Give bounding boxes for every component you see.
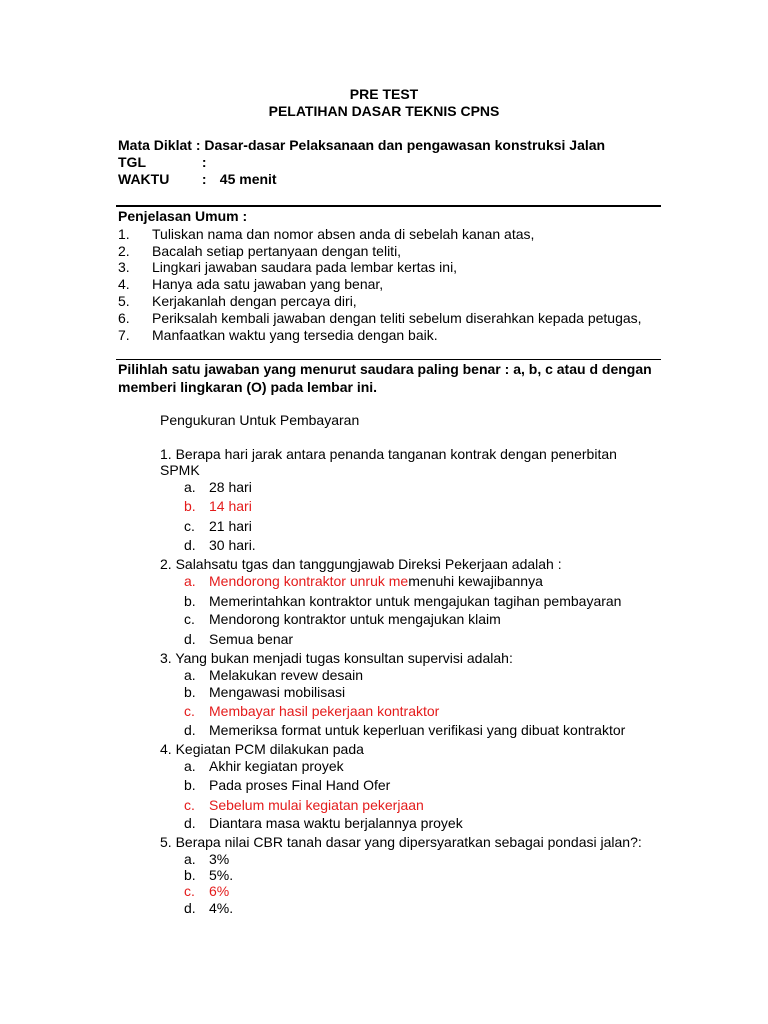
penjelasan-item: Manfaatkan waktu yang tersedia dengan baik.	[152, 327, 438, 343]
option-letter: c.	[184, 611, 195, 627]
option-text: Melakukan revew desain	[209, 667, 364, 683]
option-text: 28 hari	[209, 479, 252, 495]
penjelasan-item: Bacalah setiap pertanyaan dengan teliti,	[152, 243, 402, 259]
option-text: Diantara masa waktu berjalannya proyek	[209, 815, 463, 831]
option-text-red-part: Mendorong kontraktor unruk me	[209, 573, 409, 589]
option-letter: d.	[184, 815, 196, 831]
tgl-label: TGL	[118, 154, 146, 170]
penjelasan-num: 6.	[118, 310, 130, 326]
penjelasan-heading: Penjelasan Umum :	[118, 208, 248, 224]
option-text: 30 hari.	[209, 537, 256, 553]
waktu-value: 45 menit	[219, 171, 277, 187]
penjelasan-num: 7.	[118, 327, 130, 343]
option-letter: a.	[184, 851, 196, 867]
penjelasan-item: Kerjakanlah dengan percaya diri,	[152, 293, 357, 309]
option-text-answer: Membayar hasil pekerjaan kontraktor	[209, 703, 440, 719]
doc-subtitle: PELATIHAN DASAR TEKNIS CPNS	[268, 103, 500, 119]
penjelasan-num: 4.	[118, 276, 130, 292]
option-text: 4%.	[209, 900, 234, 916]
option-letter: a.	[184, 479, 196, 495]
penjelasan-num: 3.	[118, 259, 130, 275]
option-text: 21 hari	[209, 518, 252, 534]
option-letter-answer: b.	[184, 498, 196, 514]
option-text: 5%.	[209, 867, 234, 883]
tgl-colon: :	[201, 154, 207, 170]
option-letter: a.	[184, 667, 196, 683]
section-title: Pengukuran Untuk Pembayaran	[160, 412, 360, 428]
option-letter: d.	[184, 722, 196, 738]
option-text: Pada proses Final Hand Ofer	[209, 777, 391, 793]
option-text: Memerintahkan kontraktor untuk mengajukan tagihan pembayaran	[209, 593, 622, 609]
doc-title: PRE TEST	[349, 86, 419, 102]
penjelasan-item: Periksalah kembali jawaban dengan teliti sebelum diserahkan kepada petugas,	[152, 310, 642, 326]
question-5: 5. Berapa nilai CBR tanah dasar yang dipersyaratkan sebagai pondasi jalan?:	[160, 834, 642, 850]
waktu-row	[118, 171, 277, 187]
question-2: 2. Salahsatu tgas dan tanggungjawab Direksi Pekerjaan adalah :	[160, 556, 562, 572]
question-1: 1. Berapa hari jarak antara penanda tanganan kontrak dengan penerbitan SPMK	[160, 446, 617, 478]
option-text-answer: 6%	[209, 883, 230, 899]
mata-diklat-row	[118, 137, 605, 153]
question-3: 3. Yang bukan menjadi tugas konsultan supervisi adalah:	[160, 650, 513, 666]
option-text: Semua benar	[209, 631, 294, 647]
option-letter-answer: c.	[184, 703, 195, 719]
option-letter-answer: a.	[184, 573, 196, 589]
waktu-colon: :	[201, 171, 207, 187]
option-text: 3%	[209, 851, 230, 867]
option-letter: b.	[184, 684, 196, 700]
option-text-answer: Sebelum mulai kegiatan pekerjaan	[209, 797, 424, 813]
tgl-row	[118, 154, 216, 170]
option-letter: b.	[184, 777, 196, 793]
penjelasan-item: Lingkari jawaban saudara pada lembar kertas ini,	[152, 259, 458, 275]
question-4: 4. Kegiatan PCM dilakukan pada	[160, 741, 364, 757]
penjelasan-item: Hanya ada satu jawaban yang benar,	[152, 276, 384, 292]
waktu-label: WAKTU	[118, 171, 170, 187]
option-text: Mengawasi mobilisasi	[209, 684, 346, 700]
penjelasan-num: 1.	[118, 226, 130, 242]
option-letter: b.	[184, 867, 196, 883]
option-text: Memeriksa format untuk keperluan verifikasi yang dibuat kontraktor	[209, 722, 626, 738]
option-letter: d.	[184, 537, 196, 553]
divider-top	[116, 205, 661, 207]
option-letter: d.	[184, 900, 196, 916]
penjelasan-num: 5.	[118, 293, 130, 309]
option-letter: c.	[184, 518, 195, 534]
option-text: Akhir kegiatan proyek	[209, 758, 344, 774]
option-letter: a.	[184, 758, 196, 774]
option-text-rest: menuhi kewajibannya	[408, 573, 543, 589]
option-text: Mendorong kontraktor untuk mengajukan klaim	[209, 611, 501, 627]
mata-diklat-label: Mata Diklat	[118, 137, 192, 153]
option-letter: b.	[184, 593, 196, 609]
penjelasan-item: Tuliskan nama dan nomor absen anda di sebelah kanan atas,	[152, 226, 535, 242]
option-letter: d.	[184, 631, 196, 647]
option-text-answer: 14 hari	[209, 498, 252, 514]
penjelasan-num: 2.	[118, 243, 130, 259]
mata-diklat-value: : Dasar-dasar Pelaksanaan dan pengawasan konstruksi Jalan	[195, 137, 606, 153]
instruction-text: Pilihlah satu jawaban yang menurut saudara paling benar : a, b, c atau d dengan memberi lingkaran (O) pada lembar ini.	[118, 361, 652, 395]
option-text-answer	[209, 573, 543, 589]
option-letter-answer: c.	[184, 883, 195, 899]
option-letter-answer: c.	[184, 797, 195, 813]
